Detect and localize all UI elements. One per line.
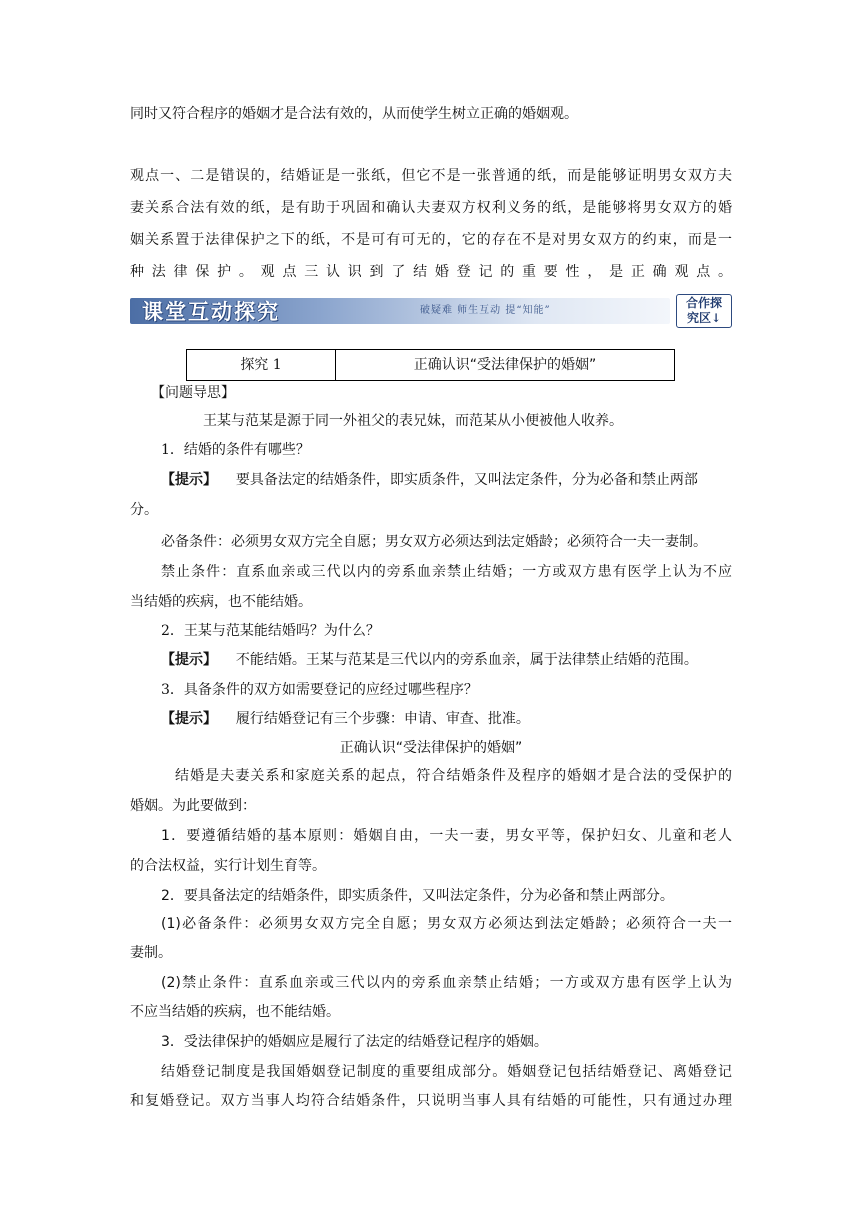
section-p5-line-2: 不应当结婚的疾病，也不能结婚。 <box>130 1004 340 1020</box>
intro-line-3: 妻关系合法有效的纸，是有助于巩固和确认夫妻双方权利义务的纸，是能够将男女双方的婚 <box>130 200 732 216</box>
hint-1-forbidden-cont: 当结婚的疾病，也不能结婚。 <box>130 594 312 610</box>
question-2: 2．王某与范某能结婚吗？为什么？ <box>161 623 380 639</box>
section-p1-line-2: 婚姻。为此要做到： <box>130 798 256 814</box>
section-p4-line-2: 妻制。 <box>130 945 172 961</box>
section-banner <box>130 294 736 330</box>
explore-table-topic: 正确认识“受法律保护的婚姻” <box>413 357 597 373</box>
hint-1-text: 要具备法定的结婚条件，即实质条件，又叫法定条件，分为必备和禁止两部 <box>235 472 698 488</box>
intro-line-1: 同时又符合程序的婚姻才是合法有效的，从而使学生树立正确的婚姻观。 <box>130 106 578 122</box>
intro-line-2: 观点一、二是错误的，结婚证是一张纸，但它不是一张普通的纸，而是能够证明男女双方夫 <box>130 168 732 184</box>
hint-label: 【提示】 <box>161 652 217 668</box>
banner-badge <box>676 294 732 328</box>
section-p7-line-2: 和复婚登记。双方当事人均符合结婚条件，只说明当事人具有结婚的可能性，只有通过办理 <box>130 1093 732 1109</box>
hint-1 <box>161 470 732 490</box>
intro-line-5: 种法律保护。观点三认识到了结婚登记的重要性，是正确观点。 <box>130 264 732 280</box>
explore-table <box>186 349 675 381</box>
question-3: 3．具备条件的双方如需要登记的应经过哪些程序？ <box>161 682 478 698</box>
banner-slogan: 破疑难 师生互动 提“知能” <box>420 305 551 316</box>
section-p7-line-1: 结婚登记制度是我国婚姻登记制度的重要组成部分。婚姻登记包括结婚登记、离婚登记 <box>161 1064 732 1080</box>
section-p2-line-1: 1．要遵循结婚的基本原则：婚姻自由，一夫一妻，男女平等，保护妇女、儿童和老人 <box>161 828 732 844</box>
hint-label: 【提示】 <box>161 472 217 488</box>
section-p5-line-1: (2)禁止条件：直系血亲或三代以内的旁系血亲禁止结婚；一方或双方患有医学上认为 <box>161 975 732 991</box>
section-p3: 2．要具备法定的结婚条件，即实质条件，又叫法定条件，分为必备和禁止两部分。 <box>161 888 674 904</box>
guide-case: 王某与范某是源于同一外祖父的表兄妹，而范某从小便被他人收养。 <box>203 413 623 429</box>
hint-3-text: 履行结婚登记有三个步骤：申请、审查、批准。 <box>235 711 530 727</box>
section-p4-line-1: (1)必备条件：必须男女双方完全自愿；男女双方必须达到法定婚龄；必须符合一夫一 <box>161 916 732 932</box>
banner-badge-line-1: 合作探 <box>685 296 722 310</box>
guide-heading: 【问题导思】 <box>151 385 235 401</box>
explore-table-number: 探究 1 <box>187 350 336 380</box>
question-1: 1．结婚的条件有哪些？ <box>161 442 310 458</box>
section-heading: 正确认识“受法律保护的婚姻” <box>339 740 523 756</box>
hint-2 <box>161 650 732 670</box>
section-p6: 3．受法律保护的婚姻应是履行了法定的结婚登记程序的婚姻。 <box>161 1034 548 1050</box>
banner-title: 课堂互动探究 <box>142 299 280 324</box>
banner-badge-line-2: 究区↓ <box>686 311 722 325</box>
section-p2-line-2: 的合法权益，实行计划生育等。 <box>130 858 326 874</box>
hint-label: 【提示】 <box>161 711 217 727</box>
hint-1-required: 必备条件：必须男女双方完全自愿；男女双方必须达到法定婚龄；必须符合一夫一妻制。 <box>161 534 707 550</box>
section-p1-line-1: 结婚是夫妻关系和家庭关系的起点，符合结婚条件及程序的婚姻才是合法的受保护的 <box>175 768 732 784</box>
intro-line-4: 姻关系置于法律保护之下的纸，不是可有可无的，它的存在不是对男女双方的约束，而是一 <box>130 232 732 248</box>
hint-2-text: 不能结婚。王某与范某是三代以内的旁系血亲，属于法律禁止结婚的范围。 <box>235 652 698 668</box>
hint-1-forbidden: 禁止条件：直系血亲或三代以内的旁系血亲禁止结婚；一方或双方患有医学上认为不应 <box>161 564 732 580</box>
hint-1-cont: 分。 <box>130 502 158 518</box>
hint-3 <box>161 709 732 729</box>
